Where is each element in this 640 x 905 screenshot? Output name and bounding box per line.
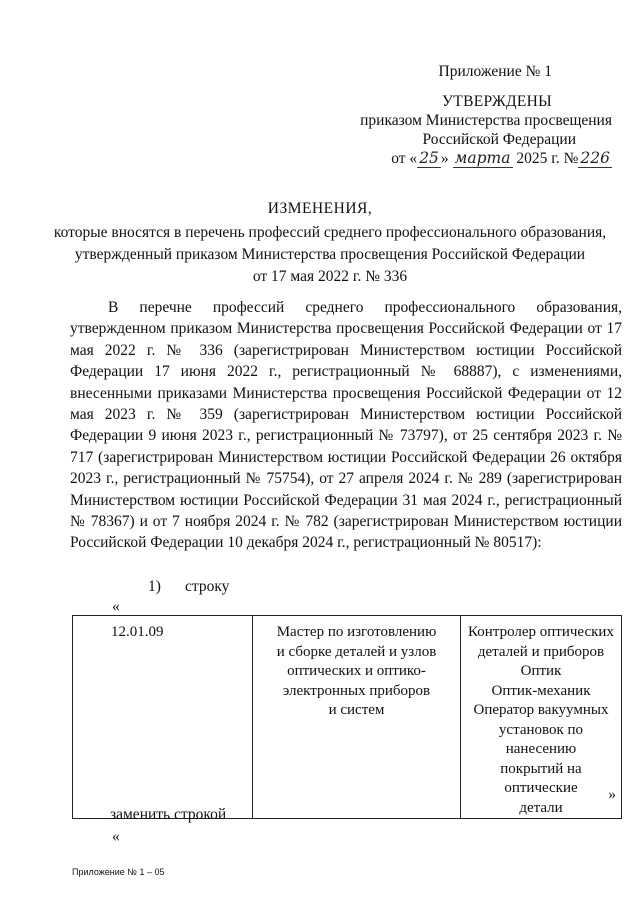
date-year: 2025 г. № (512, 150, 579, 167)
profession-line: оптических и оптико- (287, 663, 426, 679)
approved-by-line: приказом Министерства просвещения (360, 112, 612, 129)
profession-line: Мастер по изготовлению (276, 624, 437, 640)
approval-date-line (391, 148, 612, 169)
approved-heading: УТВЕРЖДЕНЫ (442, 93, 552, 110)
qualifications-cell (461, 616, 622, 819)
qualification-line: Оптик-механик (491, 682, 591, 699)
profession-name-cell (253, 616, 461, 819)
qualification-line: покрытий на оптические (500, 760, 582, 796)
profession-line: и сборке деталей и узлов (276, 643, 437, 660)
qualification-line: установок по нанесению (498, 721, 584, 757)
appendix-label: Приложение № 1 (438, 63, 552, 80)
page-footer: Приложение № 1 – 05 (72, 867, 165, 877)
opening-quote-2: « (112, 828, 120, 845)
table-row (73, 616, 622, 819)
profession-table (72, 615, 622, 819)
qualification-line: Оптик (520, 663, 562, 679)
item-text: строку (185, 578, 230, 595)
profession-line: электронных приборов (282, 682, 431, 699)
document-title: ИЗМЕНЕНИЯ, (267, 200, 373, 217)
profession-code-cell: 12.01.09 (73, 616, 253, 819)
date-mid: » (440, 150, 449, 167)
date-day-handwritten: 25 (419, 149, 439, 167)
item-number: 1) (148, 578, 161, 595)
subtitle-line-2: утвержденный приказом Министерства просвещения Российской Федерации (74, 246, 586, 263)
subtitle-line-3: от 17 мая 2022 г. № 336 (252, 268, 408, 285)
opening-quote: « (112, 598, 120, 615)
date-month-handwritten: марта (454, 149, 511, 167)
approved-org-line: Российской Федерации (422, 131, 576, 148)
profession-line: и систем (328, 702, 385, 718)
qualification-line: детали (519, 799, 563, 816)
date-prefix: от « (391, 150, 418, 167)
qualification-line: Контролер оптических (468, 624, 614, 640)
replace-instruction: заменить строкой (110, 806, 227, 823)
closing-quote: » (608, 786, 616, 803)
order-number-handwritten: 226 (580, 149, 610, 167)
subtitle-line-1: которые вносятся в перечень профессий среднего профессионального образования, (53, 224, 607, 241)
body-paragraph: В перечне профессий среднего профессионального образования, утвержденном приказом Министерства просвещения Российской Федерации от 17 мая 2022 г. № 336 (зарегистрирован Министерством юстиции Российской Федерации 17 июня 2022 г., регистрационный № 68887), с изменениями, внесенными приказами Министерства просвещения Российской Федерации от 12 мая 2023 г. № 359 (зарегистрирован Министерством юстиции Российской Федерации 9 июня 2023 г., регистрационный № 73797), от 25 сентября 2023 г. № 717 (зарегистрирован Министерством юстиции Российской Федерации 26 октября 2023 г., регистрационный № 75754), от 27 апреля 2024 г. № 289 (зарегистрирован Министерством юстиции Российской Федерации 31 мая 2024 г., регистрационный № 78367) и от 7 ноября 2024 г. № 782 (зарегистрирован Министерством юстиции Российской Федерации 10 декабря 2024 г., регистрационный № 80517): (70, 299, 622, 552)
qualification-line: деталей и приборов (477, 643, 605, 660)
qualification-line: Оператор вакуумных (473, 702, 609, 718)
